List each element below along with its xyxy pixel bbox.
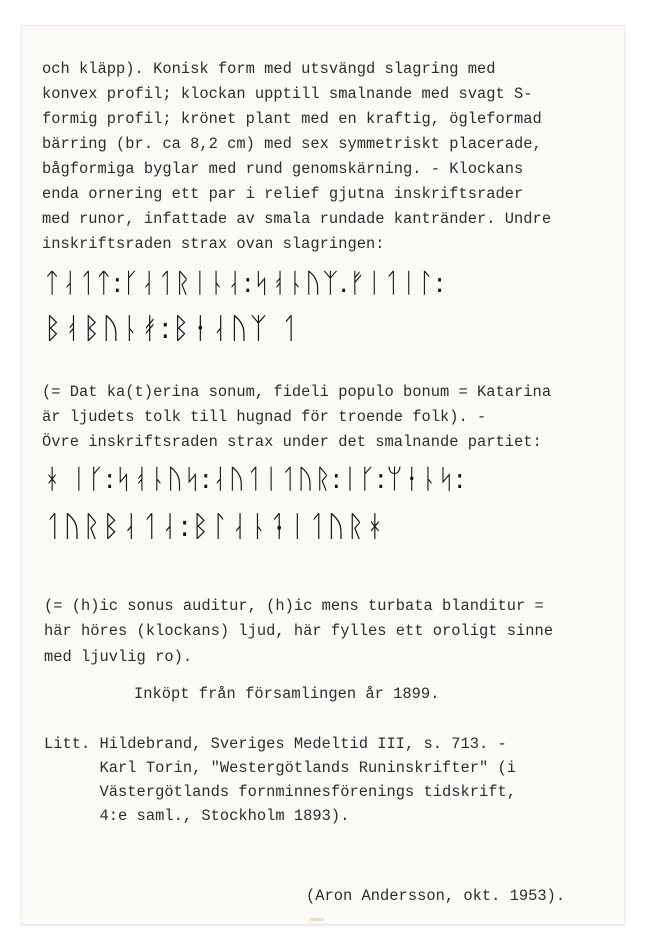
text-line: (= Dat ka(t)erina sonum, fideli populo bonum = Katarina [42,383,552,401]
runic-inscription-line: ᛒᚮᛒᚢᚿᚯ:ᛒᛂᛆᚢᛉ ᛐ [44,311,300,345]
literature-line: Västergötlands fornminnesförenings tidskrift, [44,783,517,801]
text-line: här höres (klockans) ljud, här fylles ett oroligt sinne [44,622,554,640]
text-line: med ljuvlig ro). [44,648,193,666]
text-line: bärring (br. ca 8,2 cm) med sex symmetriskt placerade, [42,135,542,153]
paper-mark [310,918,324,921]
text-line: (= (h)ic sonus auditur, (h)ic mens turbata blanditur = [44,597,544,615]
provenance-note: Inköpt från församlingen år 1899. [134,685,440,703]
literature-line: Litt. Hildebrand, Sveriges Medeltid III, s. 713. - [44,735,507,753]
text-line: är ljudets tolk till hugnad för troende folk). - [42,408,487,426]
text-line: formig profil; krönet plant med en kraftig, ögleformad [42,110,542,128]
literature-line: 4:e saml., Stockholm 1893). [44,807,350,825]
author-signature: (Aron Andersson, okt. 1953). [306,887,566,905]
text-line: och kläpp). Konisk form med utsvängd slagring med [42,60,496,78]
text-line: bågformiga byglar med rund genomskärning. - Klockans [42,160,524,178]
text-line: med runor, infattade av smala rundade kantränder. Undre [42,210,552,228]
runic-inscription-line: ᛏᛆᛐᛏ:ᚴᛆᛐᚱᛁᚿᛆ:ᛋᚮᚿᚢᛉ.ᚠᛁᛐᛁᛚ: [44,268,446,299]
text-line: Övre inskriftsraden strax under det smalnande partiet: [42,433,542,451]
literature-line: Karl Torin, "Westergötlands Runinskrifter" (i [44,759,517,777]
text-line: konvex profil; klockan upptill smalnande med svagt S- [42,85,533,103]
runic-inscription-line: ᛐᚢᚱᛒᛆᛐᛆ:ᛒᛚᛆᚿᛑᛁᛐᚢᚱᚼ [44,509,386,543]
text-line: enda ornering ett par i relief gjutna inskriftsrader [42,185,524,203]
runic-inscription-line: ᚼ ᛁᚴ:ᛋᚮᚿᚢᛋ:ᛆᚢᛐᛁᛐᚢᚱ:ᛁᚴ:ᛘᛂᚿᛋ: [44,464,466,495]
text-line: inskriftsraden strax ovan slagringen: [42,235,385,253]
